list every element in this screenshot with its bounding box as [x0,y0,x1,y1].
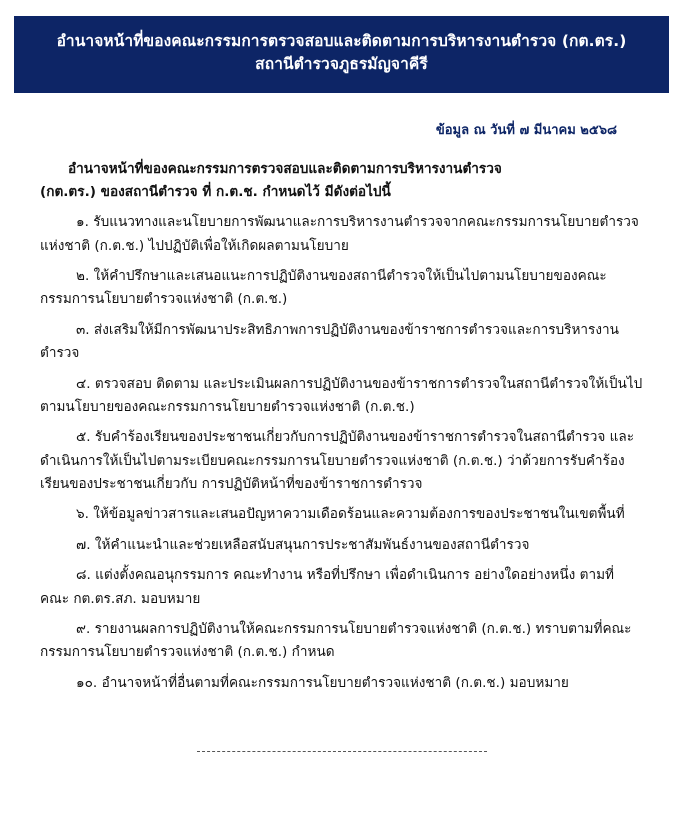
body-intro-line-1: อำนาจหน้าที่ของคณะกรรมการตรวจสอบและติดตามการบริหารงานตำรวจ [68,160,502,177]
list-item: ๗. ให้คำแนะนำและช่วยเหลือสนับสนุนการประชาสัมพันธ์งานของสถานีตำรวจ [76,536,530,553]
body-intro [40,158,643,205]
list-item: ๓. ส่งเสริมให้มีการพัฒนาประสิทธิภาพการปฏิบัติงานของข้าราชการตำรวจและการบริหารงานตำรวจ [40,321,619,362]
document-body [40,158,643,696]
document-header-banner [14,16,669,93]
header-title-line-1: อำนาจหน้าที่ของคณะกรรมการตรวจสอบและติดตามการบริหารงานตำรวจ (กต.ตร.) [56,32,627,50]
footer-divider [197,751,487,752]
list-item: ๙. รายงานผลการปฏิบัติงานให้คณะกรรมการนโยบายตำรวจแห่งชาติ (ก.ต.ช.) ทราบตามที่คณะกรรมการนโยบายตำรวจแห่งชาติ (ก.ต.ช.) กำหนด [40,620,632,661]
list-item: ๒. ให้คำปรึกษาและเสนอแนะการปฏิบัติงานของสถานีตำรวจให้เป็นไปตามนโยบายของคณะกรรมการนโยบายตำรวจแห่งชาติ (ก.ต.ช.) [40,268,607,308]
list-item: ๔. ตรวจสอบ ติดตาม และประเมินผลการปฏิบัติงานของข้าราชการตำรวจในสถานีตำรวจให้เป็นไปตามนโยบายของคณะกรรมการนโยบายตำรวจแห่งชาติ (ก.ต.ช.) [40,375,643,415]
document-page [0,16,683,832]
list-item: ๕. รับคำร้องเรียนของประชาชนเกี่ยวกับการปฏิบัติงานของข้าราชการตำรวจในสถานีตำรวจ และดำเนินการให้เป็นไปตามระเบียบคณะกรรมการนโยบายตำรวจแห่งชาติ (ก.ต.ช.) ว่าด้วยการรับคำร้องเรียนของประชาชนเกี่ยวกับ การปฏิบัติหน้าที่ของข้าราชการตำรวจ [40,429,635,492]
list-item: ๖. ให้ข้อมูลข่าวสารและเสนอปัญหาความเดือดร้อนและความต้องการของประชาชนในเขตพื้นที่ [76,506,625,523]
document-date: ข้อมูล ณ วันที่ ๗ มีนาคม ๒๕๖๘ [435,122,617,138]
header-title-line-2: สถานีตำรวจภูธรมัญจาคีรี [255,55,428,74]
list-item: ๘. แต่งตั้งคณอนุกรรมการ คณะทำงาน หรือที่ปรึกษา เพื่อดำเนินการ อย่างใดอย่างหนึ่ง ตามที่ คณะ กต.ตร.สภ. มอบหมาย [40,567,615,607]
body-intro-line-2: (กต.ตร.) ของสถานีตำรวจ ที่ ก.ต.ช. กำหนดไว้ มีดังต่อไปนี้ [40,183,391,200]
list-item: ๑. รับแนวทางและนโยบายการพัฒนาและการบริหารงานตำรวจจากคณะกรรมการนโยบายตำรวจแห่งชาติ (ก.ต.ช.) ไปปฏิบัติเพื่อให้เกิดผลตามนโยบาย [40,214,639,254]
list-item: ๑๐. อำนาจหน้าที่อื่นตามที่คณะกรรมการนโยบายตำรวจแห่งชาติ (ก.ต.ช.) มอบหมาย [76,674,569,691]
